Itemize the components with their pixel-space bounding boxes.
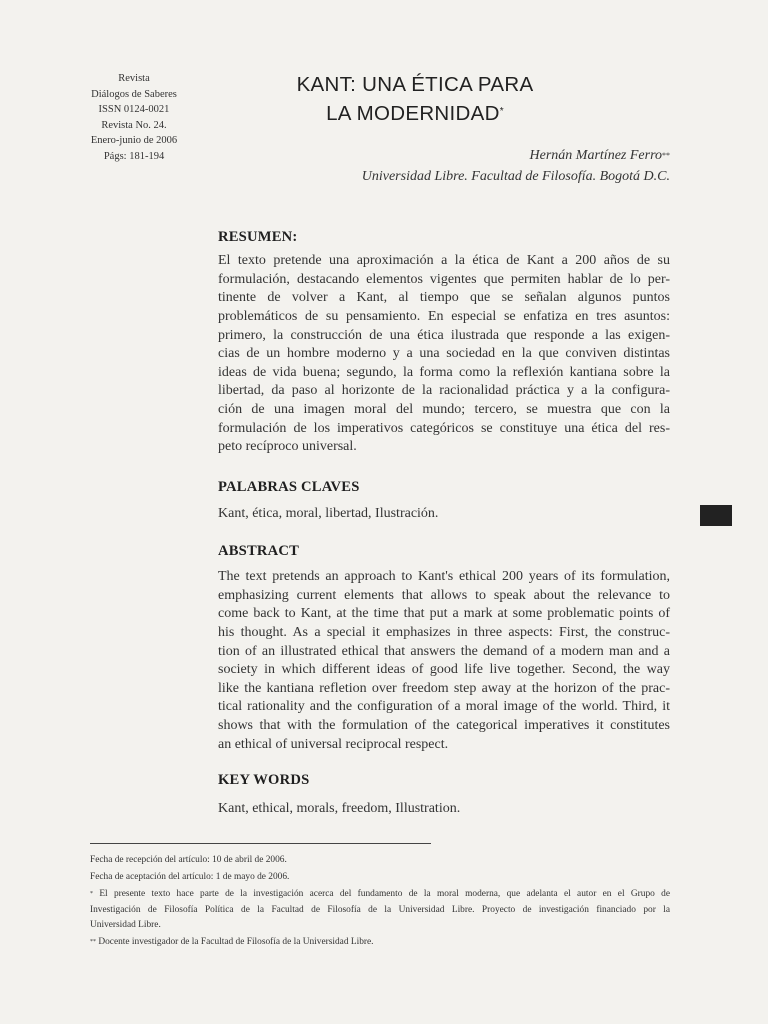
abstract-heading: ABSTRACT <box>218 543 300 559</box>
footnote-received: Fecha de recepción del artículo: 10 de abril de 2006. <box>90 855 287 865</box>
footnote-1-text: El presente texto hace parte de la investigación acerca del fundamento de la moral moderna, que adelanta el autor en el Grupo de <box>99 889 670 900</box>
footnote-1-mark: * <box>90 891 93 898</box>
keywords-section <box>218 772 670 819</box>
footnote-accepted: Fecha de aceptación del artículo: 1 de mayo de 2006. <box>90 872 290 883</box>
author-affiliation: Universidad Libre. Facultad de Filosofía. Bogotá D.C. <box>361 169 670 184</box>
abstract-section <box>218 543 670 754</box>
author-footnote-mark: ** <box>662 151 670 160</box>
title-line-2 <box>250 99 580 128</box>
footnote-2 <box>90 935 670 950</box>
keywords-text <box>218 800 670 819</box>
resumen-section <box>218 229 670 457</box>
abstract-line: like the kantiana refletion over freedom step away at the horizon of the prac- <box>218 680 670 696</box>
footnote-1-line <box>90 887 670 902</box>
resumen-line: formulación, destacando elementos vigentes que permiten hablar de lo per- <box>218 271 670 287</box>
resumen-line: formulación de los imperativos categóricos se constituye una ética del res- <box>218 420 670 436</box>
footnote-1-line: Universidad Libre. <box>90 919 161 930</box>
resumen-line: cias de un hombre moderno y a una sociedad en la que conviven distintas <box>218 346 670 362</box>
resumen-line: problemáticos de su pensamiento. En especial se enfatiza en tres asuntos: <box>218 308 670 324</box>
resumen-line: peto recíproco universal. <box>218 439 357 455</box>
author-name: Hernán Martínez Ferro <box>529 148 662 163</box>
author-block <box>362 145 670 187</box>
palabras-claves-section <box>218 479 670 524</box>
resumen-paragraph <box>218 252 670 457</box>
author-name-line <box>362 145 670 166</box>
abstract-line: tical rationality and the configuration of a moral image of the world. Third, it <box>218 699 670 715</box>
footnote-1 <box>90 887 670 933</box>
keywords-heading: KEY WORDS <box>218 772 310 788</box>
title-footnote-mark: * <box>499 106 504 117</box>
resumen-line: ción de una imagen moral del mundo; tercero, se muestra que con la <box>218 402 670 418</box>
palabras-claves-heading: PALABRAS CLAVES <box>218 479 360 495</box>
resumen-line: libertad, da paso al horizonte de la racionalidad práctica y a la configura- <box>218 383 670 399</box>
resumen-line: ideas de vida buena; segundo, la forma como la reflexión kantiana sobre la <box>218 364 670 380</box>
resumen-line: tinente de volver a Kant, al tiempo que se señalan algunos puntos <box>218 290 670 306</box>
journal-info <box>78 71 190 165</box>
abstract-paragraph <box>218 568 670 754</box>
footnote-2-mark: ** <box>90 938 96 945</box>
title-line-1: KANT: UNA ÉTICA PARA <box>296 73 534 96</box>
abstract-line: society in which different ideas of good life live together. Second, the way <box>218 662 670 678</box>
abstract-line: his thought. As a special it emphasizes in three aspects: First, the construc- <box>218 624 670 640</box>
abstract-line: tion of an illustrated ethical that answers the demand of a modern man and a <box>218 643 670 659</box>
abstract-line: come back to Kant, at the time that put a mark at some problematic points of <box>218 606 670 622</box>
title-line-2-text: LA MODERNIDAD <box>326 102 500 125</box>
article-title <box>250 70 580 128</box>
journal-label: Revista <box>118 73 150 84</box>
journal-issn: ISSN 0124-0021 <box>98 104 170 116</box>
journal-pages: Págs: 181-194 <box>103 150 165 162</box>
palabras-claves-text <box>218 505 670 524</box>
resumen-line: primero, la construcción de una ética ilustrada que responde a las exigen- <box>218 327 670 343</box>
abstract-line: The text pretends an approach to Kant's ethical 200 years of its formulation, <box>218 569 670 584</box>
journal-date: Enero-junio de 2006 <box>90 135 178 147</box>
footnote-2-text: Docente investigador de la Facultad de Filosofía de la Universidad Libre. <box>98 936 374 947</box>
palabras-claves-line: Kant, ética, moral, libertad, Ilustración. <box>218 506 439 521</box>
abstract-line: shows that with the formulation of the categorical imperatives it constitutes <box>218 718 670 734</box>
footnote-1-line: Investigación de Filosofía Política de la Facultad de Filosofía de la Universidad Libre. Proyecto de investigación financiado por la <box>90 904 670 915</box>
abstract-line: an ethical of universal reciprocal respect. <box>218 736 449 752</box>
footnote-divider <box>90 843 431 844</box>
abstract-line: emphasizing current elements that allows to speak about the relevance to <box>218 587 670 603</box>
footnotes <box>90 853 670 952</box>
resumen-line: El texto pretende una aproximación a la ética de Kant a 200 años de su <box>218 253 670 268</box>
journal-name: Diálogos de Saberes <box>91 88 177 100</box>
section-tab-marker <box>700 505 732 526</box>
resumen-heading: RESUMEN: <box>218 229 298 245</box>
keywords-line: Kant, ethical, morals, freedom, Illustration. <box>218 801 461 816</box>
journal-issue: Revista No. 24. <box>101 119 167 131</box>
